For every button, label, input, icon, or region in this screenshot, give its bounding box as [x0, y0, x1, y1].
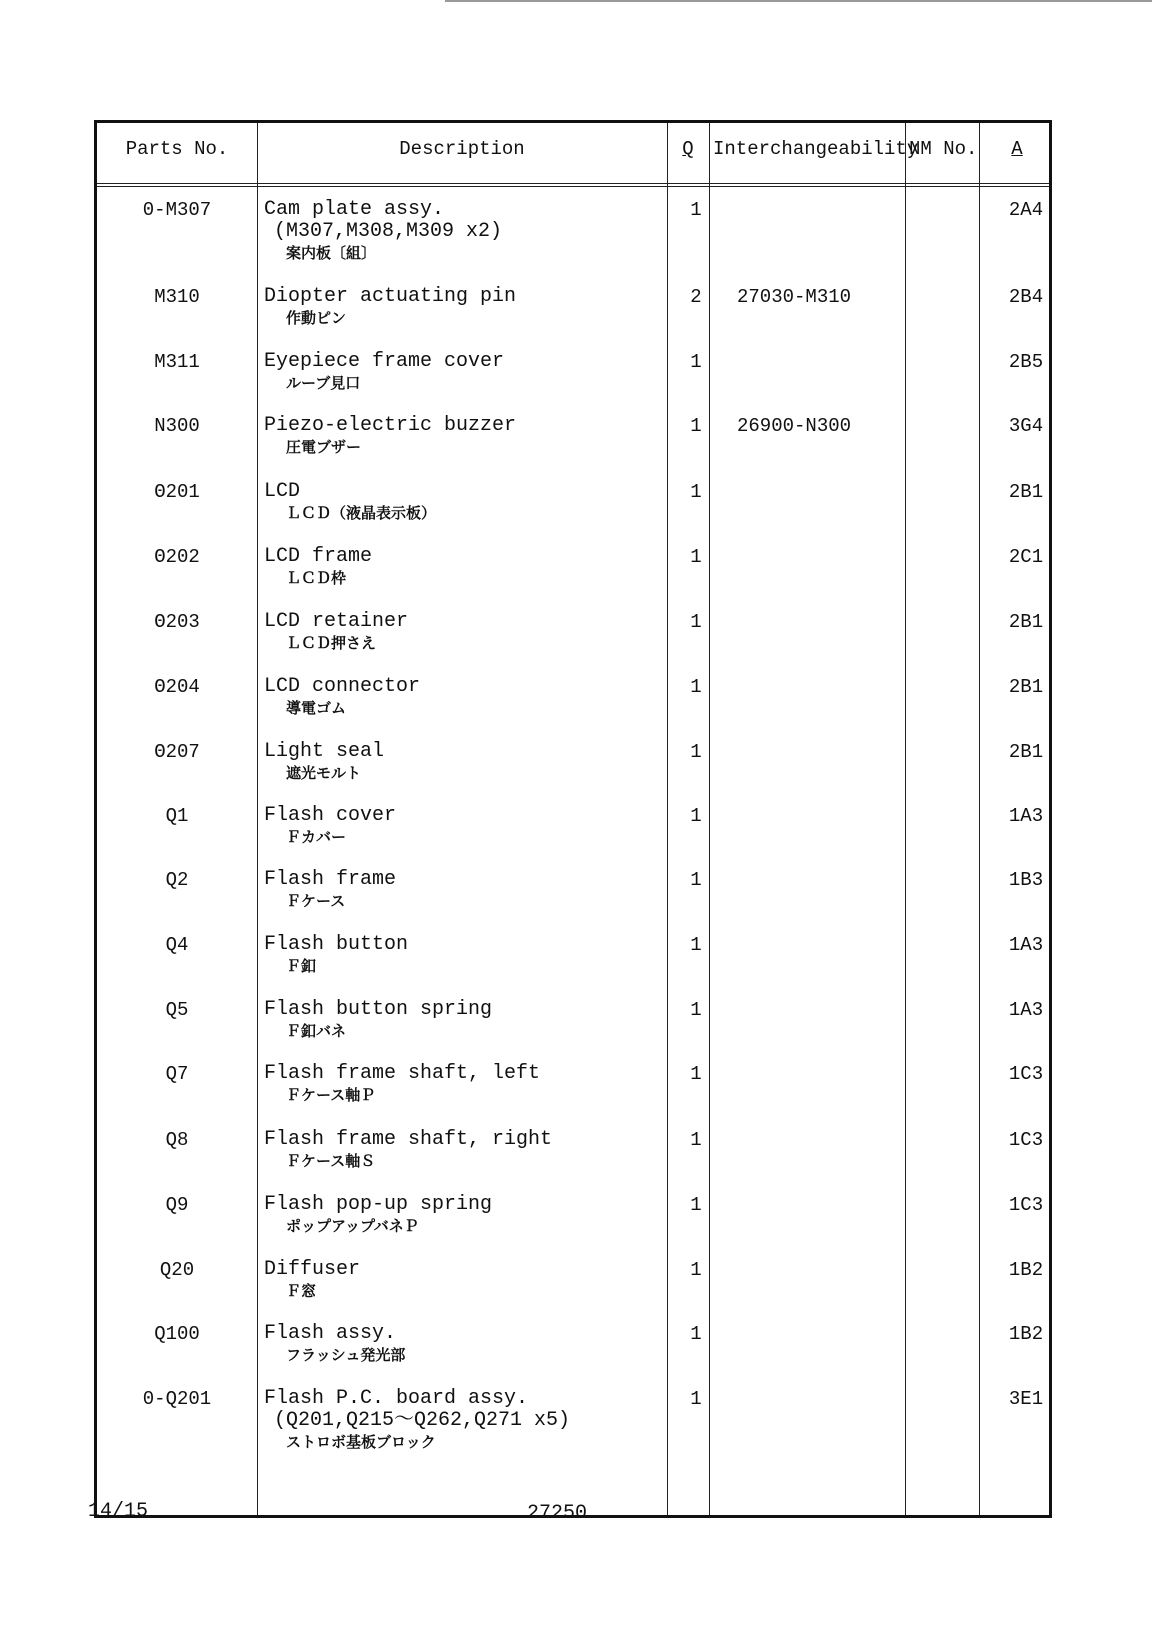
parts-no: Q8 [165, 1129, 189, 1151]
description-en: Flash frame shaft, left [264, 1062, 541, 1085]
quantity: 1 [690, 1388, 702, 1410]
description [264, 351, 664, 393]
description-en: Flash P.C. board assy. [264, 1387, 529, 1410]
parts-no: Θ202 [154, 546, 200, 568]
parts-no: Q9 [165, 1194, 189, 1216]
quantity: 1 [690, 676, 702, 698]
parts-no: 0-M307 [142, 199, 212, 221]
description [264, 676, 664, 718]
parts-no: Q4 [165, 934, 189, 956]
description-en: Diopter actuating pin [264, 285, 517, 308]
description [264, 999, 664, 1041]
description-en-detail: (Q201,Q215～Q262,Q271 x5) [274, 1409, 571, 1432]
description-jp: ルーブ見口 [286, 374, 361, 392]
availability: 1B2 [1008, 1259, 1044, 1281]
quantity: 1 [690, 351, 702, 373]
quantity: 1 [690, 415, 702, 437]
table-header [97, 123, 1049, 184]
col-divider-2 [667, 123, 668, 1515]
description-en: Cam plate assy. [264, 198, 445, 221]
description [264, 611, 664, 653]
col-divider-1 [257, 123, 258, 1515]
description [264, 741, 664, 783]
description [264, 199, 664, 263]
description-jp: 作動ピン [286, 309, 347, 327]
availability: 1A3 [1008, 805, 1044, 827]
description-jp: Ｆ釦バネ [286, 1022, 347, 1040]
description-jp: Ｆケース軸Ｓ [286, 1152, 376, 1170]
quantity: 1 [690, 1194, 702, 1216]
parts-no: M311 [154, 351, 200, 373]
availability: 2B1 [1008, 676, 1044, 698]
description-jp: Ｆカバー [286, 828, 347, 846]
description-jp: 導電ゴム [286, 699, 347, 717]
header-description: Description [399, 138, 525, 160]
description [264, 805, 664, 847]
availability: 1B2 [1008, 1323, 1044, 1345]
availability: 3G4 [1008, 415, 1044, 437]
description-en: LCD frame [264, 545, 373, 568]
description-en: Light seal [264, 740, 385, 763]
availability: 2B1 [1008, 481, 1044, 503]
parts-no: Θ201 [154, 481, 200, 503]
description [264, 869, 664, 911]
parts-no: 0-Q201 [142, 1388, 212, 1410]
availability: 2B5 [1008, 351, 1044, 373]
parts-no: Θ207 [154, 741, 200, 763]
col-divider-5 [979, 123, 980, 1515]
interchangeability: 27030-M310 [737, 286, 852, 308]
availability: 1A3 [1008, 934, 1044, 956]
description-jp: Ｆケース [286, 892, 346, 910]
description-en: Flash assy. [264, 1322, 397, 1345]
availability: 1A3 [1008, 999, 1044, 1021]
description [264, 1063, 664, 1105]
description-en: LCD [264, 480, 301, 503]
header-parts-no: Parts No. [125, 138, 229, 160]
description-en: Flash frame [264, 868, 397, 891]
model-number: 27250 [527, 1502, 588, 1525]
quantity: 1 [690, 1129, 702, 1151]
availability: 1C3 [1008, 1129, 1044, 1151]
parts-no: Q5 [165, 999, 189, 1021]
description-jp: 圧電ブザー [286, 438, 362, 456]
header-nm-no: NM No. [909, 138, 978, 160]
description [264, 286, 664, 328]
description-en: Piezo-electric buzzer [264, 414, 517, 437]
description-en: LCD retainer [264, 610, 409, 633]
quantity: 1 [690, 805, 702, 827]
page-number: 14/15 [88, 1500, 149, 1523]
top-rule [445, 0, 1152, 2]
description-en: Flash pop-up spring [264, 1193, 493, 1216]
availability: 1C3 [1008, 1194, 1044, 1216]
quantity: 1 [690, 1323, 702, 1345]
availability: 2B4 [1008, 286, 1044, 308]
header-q: Q [682, 138, 694, 160]
quantity: 2 [690, 286, 702, 308]
description-jp: ＬＣＤ（液晶表示板） [286, 504, 437, 522]
parts-no: Q100 [154, 1323, 200, 1345]
description-en: Flash cover [264, 804, 397, 827]
quantity: 1 [690, 546, 702, 568]
quantity: 1 [690, 199, 702, 221]
parts-table [94, 120, 1052, 1518]
description-en: Diffuser [264, 1258, 361, 1281]
interchangeability: 26900-N300 [737, 415, 852, 437]
quantity: 1 [690, 1259, 702, 1281]
description-jp: ＬＣＤ押さえ [286, 634, 377, 652]
description [264, 1194, 664, 1236]
description-jp: 遮光モルト [286, 764, 362, 782]
description [264, 1388, 664, 1452]
quantity: 1 [690, 999, 702, 1021]
description-en: Eyepiece frame cover [264, 350, 505, 373]
description-jp: ポップアップバネＰ [286, 1217, 419, 1235]
parts-no: Q20 [159, 1259, 195, 1281]
availability: 2A4 [1008, 199, 1044, 221]
availability: 3E1 [1008, 1388, 1044, 1410]
availability: 1B3 [1008, 869, 1044, 891]
parts-no: Θ203 [154, 611, 200, 633]
header-double-rule [97, 186, 1049, 187]
quantity: 1 [690, 934, 702, 956]
description [264, 934, 664, 976]
parts-no: M310 [154, 286, 200, 308]
quantity: 1 [690, 869, 702, 891]
quantity: 1 [690, 481, 702, 503]
quantity: 1 [690, 741, 702, 763]
parts-no: N300 [154, 415, 200, 437]
availability: 1C3 [1008, 1063, 1044, 1085]
quantity: 1 [690, 611, 702, 633]
header-interchangeability: Interchangeability [713, 138, 919, 160]
description-jp: Ｆ釦 [286, 957, 317, 975]
description [264, 1259, 664, 1301]
description-jp: Ｆ窓 [286, 1282, 317, 1300]
description [264, 481, 664, 523]
availability: 2B1 [1008, 611, 1044, 633]
description-en: Flash frame shaft, right [264, 1128, 553, 1151]
description-jp: Ｆケース軸Ｐ [286, 1086, 376, 1104]
availability: 2C1 [1008, 546, 1044, 568]
description [264, 1323, 664, 1365]
description [264, 415, 664, 457]
availability: 2B1 [1008, 741, 1044, 763]
description [264, 1129, 664, 1171]
parts-no: Q2 [165, 869, 189, 891]
description-en-detail: (M307,M308,M309 x2) [274, 220, 503, 243]
description-jp: ストロボ基板ブロック [286, 1433, 436, 1451]
description-jp: 案内板〔組〕 [286, 244, 377, 262]
description [264, 546, 664, 588]
description-jp: フラッシュ発光部 [286, 1346, 406, 1364]
description-jp: ＬＣＤ枠 [286, 569, 347, 587]
quantity: 1 [690, 1063, 702, 1085]
description-en: Flash button [264, 933, 409, 956]
description-en: LCD connector [264, 675, 421, 698]
parts-no: Θ204 [154, 676, 200, 698]
parts-no: Q1 [165, 805, 189, 827]
parts-no: Q7 [165, 1063, 189, 1085]
col-divider-4 [905, 123, 906, 1515]
description-en: Flash button spring [264, 998, 493, 1021]
header-a: A [1011, 138, 1023, 160]
